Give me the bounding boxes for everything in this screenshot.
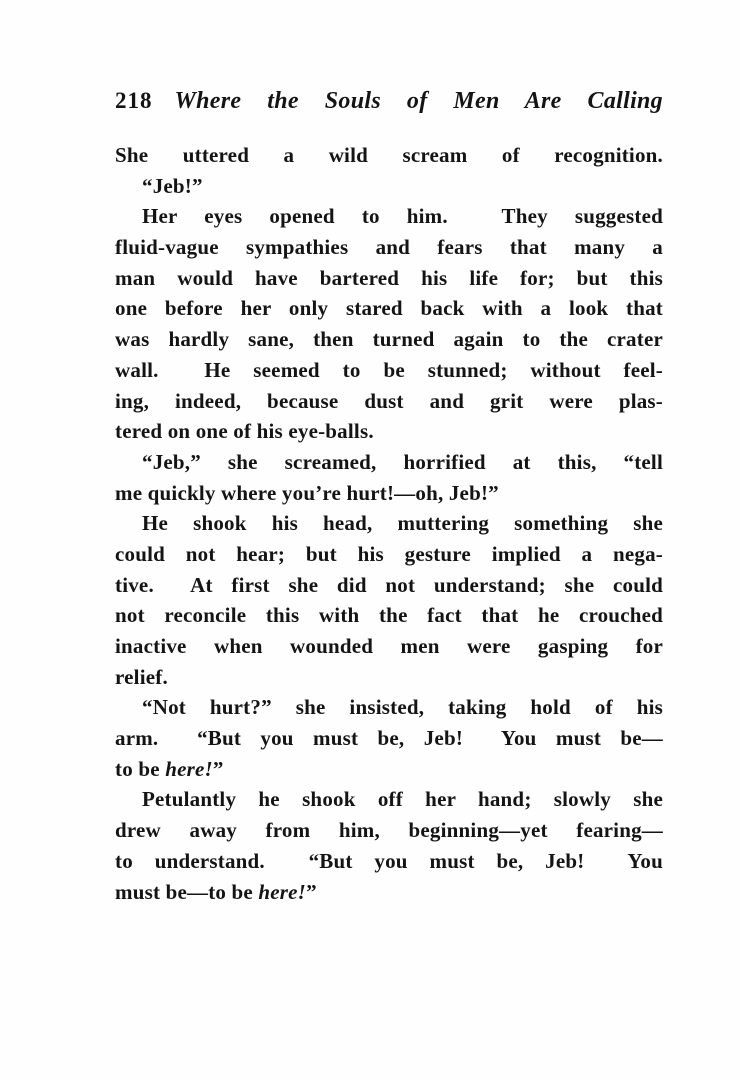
text-line (115, 662, 663, 693)
text-line (115, 386, 663, 417)
text-line (115, 570, 663, 601)
text-line (115, 263, 663, 294)
text-segment: inactive when wounded men were gasping for (115, 634, 663, 658)
text-line (115, 232, 663, 263)
text-segment: tered on one of his eye-balls. (115, 419, 374, 444)
italic-text: here! (258, 879, 307, 904)
text-segment: to be (115, 756, 166, 781)
running-title: Where the Souls of Men Are Calling (174, 88, 663, 114)
text-column (115, 88, 663, 907)
text-line (115, 600, 663, 631)
text-segment: Her eyes opened to him. They suggested (142, 204, 663, 229)
text-segment: not reconcile this with the fact that he crouched (115, 603, 663, 628)
text-line (115, 631, 663, 662)
text-segment: Petulantly he shook off her hand; slowly she (142, 787, 663, 812)
text-segment: one before her only stared back with a look that (115, 296, 663, 321)
text-body (115, 140, 663, 907)
text-segment: to understand. “But you must be, Jeb! You (115, 848, 663, 873)
text-line (115, 692, 663, 723)
text-line (115, 877, 663, 908)
text-segment: was hardly sane, then turned again to the crater (115, 327, 663, 352)
italic-text: here! (165, 756, 213, 781)
text-line (115, 846, 663, 877)
text-segment: drew away from him, beginning—yet fearing— (115, 818, 663, 843)
text-line (115, 815, 663, 846)
text-segment: ing, indeed, because dust and grit were plas- (115, 388, 663, 413)
text-line (115, 293, 663, 324)
text-segment: ” (212, 756, 224, 781)
text-segment: He shook his head, muttering something she (142, 511, 663, 536)
text-segment: “Jeb,” she screamed, horrified at this, “tell (142, 449, 663, 474)
text-line (115, 508, 663, 539)
text-segment: “Jeb!” (142, 173, 203, 198)
text-line (115, 416, 663, 447)
text-segment: arm. “But you must be, Jeb! You must be— (115, 726, 663, 751)
text-segment: tive. At first she did not understand; she could (115, 572, 663, 597)
text-line (115, 447, 663, 478)
text-line (115, 140, 663, 171)
text-segment: “Not hurt?” she insisted, taking hold of his (142, 695, 663, 720)
text-segment: me quickly where you’re hurt!—oh, Jeb!” (115, 480, 499, 505)
text-line (115, 171, 663, 202)
text-segment: She uttered a wild scream of recognition. (115, 143, 663, 167)
text-line (115, 784, 663, 815)
text-segment: ” (306, 879, 317, 904)
text-segment: relief. (115, 664, 168, 689)
text-segment: could not hear; but his gesture implied a nega- (115, 541, 663, 566)
text-segment: fluid-vague sympathies and fears that many a (115, 235, 663, 260)
text-line (115, 201, 663, 232)
text-line (115, 723, 663, 754)
text-line (115, 539, 663, 570)
text-line (115, 754, 663, 785)
text-line (115, 324, 663, 355)
running-head (115, 88, 663, 120)
text-segment: man would have bartered his life for; but this (115, 265, 663, 290)
text-line (115, 478, 663, 509)
text-segment: wall. He seemed to be stunned; without feel- (115, 357, 663, 382)
text-line (115, 355, 663, 386)
text-segment: must be—to be (115, 879, 259, 904)
page-number: 218 (115, 88, 153, 113)
